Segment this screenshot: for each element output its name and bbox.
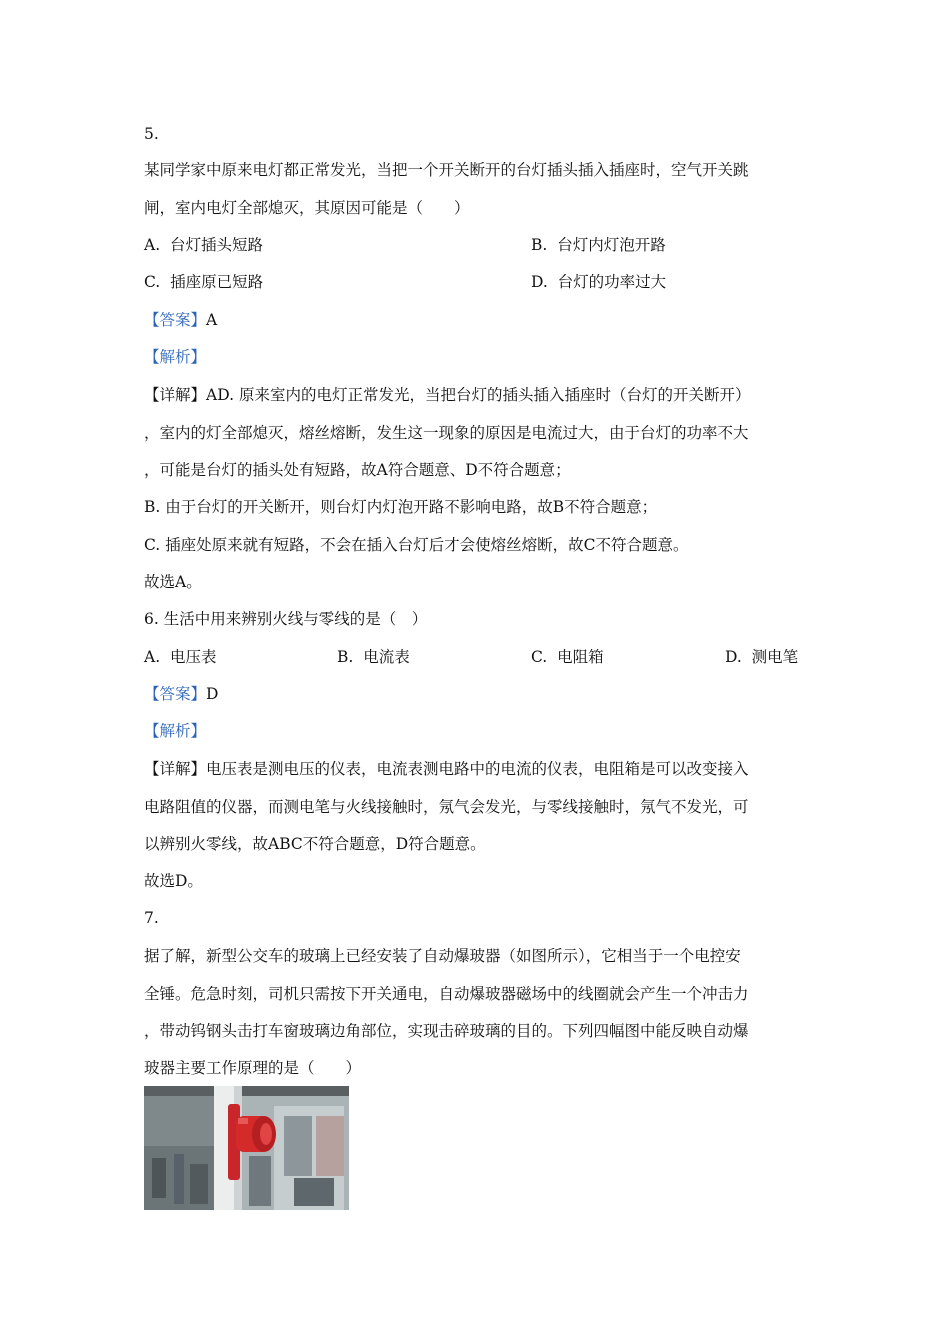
- q7-stem-line-2: 全锤。危急时刻，司机只需按下开关通电，自动爆玻器磁场中的线圈就会产生一个冲击力: [144, 985, 749, 1003]
- q6-detail-line-1: [144, 759, 749, 779]
- option-text: 电压表: [169, 648, 217, 666]
- q5-analysis-tag: 【解析】: [144, 348, 207, 366]
- option-text: 台灯内灯泡开路: [557, 236, 666, 254]
- q6-conclusion: 故选D。: [144, 872, 203, 890]
- detail-text: AD. 原来室内的电灯正常发光，当把台灯的插头插入插座时（台灯的开关断开）: [206, 386, 751, 404]
- q6-option-d: [725, 647, 798, 667]
- option-label: A.: [144, 236, 161, 254]
- option-label: C.: [144, 273, 161, 291]
- detail-text: 电压表是测电压的仪表，电流表测电路中的电流的仪表，电阻箱是可以改变接入: [206, 760, 749, 778]
- q5-option-c: [144, 272, 263, 292]
- glass-breaker-illustration: [144, 1086, 349, 1210]
- q5-stem-line-1: 某同学家中原来电灯都正常发光，当把一个开关断开的台灯插头插入插座时，空气开关跳: [144, 161, 749, 179]
- option-label: B.: [337, 648, 354, 666]
- option-text: 台灯的功率过大: [557, 273, 667, 291]
- answer-tag: 【答案】: [144, 685, 207, 703]
- detail-tag: 【详解】: [144, 386, 207, 404]
- detail-tag: 【详解】: [144, 760, 207, 778]
- q5-answer: [144, 310, 217, 330]
- option-label: C.: [531, 648, 548, 666]
- answer-tag: 【答案】: [144, 311, 207, 329]
- option-label: B.: [531, 236, 548, 254]
- q5-conclusion: 故选A。: [144, 573, 202, 591]
- q7-stem-line-3: ，带动钨钢头击打车窗玻璃边角部位，实现击碎玻璃的目的。下列四幅图中能反映自动爆: [144, 1022, 749, 1040]
- option-text: 电阻箱: [557, 648, 604, 666]
- answer-value: A: [206, 311, 218, 329]
- q6-detail-line-2: 电路阻值的仪器，而测电笔与火线接触时，氖气会发光，与零线接触时，氖气不发光，可: [144, 798, 749, 816]
- q5-option-d: [531, 272, 666, 292]
- q6-option-b: [337, 647, 410, 667]
- q5-option-a: [144, 235, 263, 255]
- q7-stem-line-1: 据了解，新型公交车的玻璃上已经安装了自动爆玻器（如图所示），它相当于一个电控安: [144, 947, 741, 965]
- q5-number: 5.: [144, 125, 159, 143]
- option-label: D.: [725, 648, 742, 666]
- option-text: 插座原已短路: [170, 273, 264, 291]
- option-text: 测电笔: [751, 648, 799, 666]
- q7-stem-line-4: 玻器主要工作原理的是（ ）: [144, 1059, 362, 1077]
- q6-option-c: [531, 647, 604, 667]
- q5-stem-line-2: 闸，室内电灯全部熄灭，其原因可能是（ ）: [144, 199, 470, 217]
- q6-analysis-tag: 【解析】: [144, 722, 207, 740]
- option-text: 电流表: [363, 648, 410, 666]
- q5-option-b: [531, 235, 666, 255]
- q5-detail-line-5: C. 插座处原来就有短路，不会在插入台灯后才会使熔丝熔断，故C不符合题意。: [144, 536, 689, 554]
- q7-number: 7.: [144, 909, 159, 927]
- option-label: D.: [531, 273, 548, 291]
- q5-detail-line-2: ，室内的灯全部熄灭，熔丝熔断，发生这一现象的原因是电流过大，由于台灯的功率不大: [144, 424, 749, 442]
- q6-stem: 6. 生活中用来辨别火线与零线的是（ ）: [144, 610, 428, 628]
- q5-detail-line-4: B. 由于台灯的开关断开，则台灯内灯泡开路不影响电路，故B不符合题意；: [144, 498, 658, 516]
- q5-detail-line-3: ，可能是台灯的插头处有短路，故A符合题意、D不符合题意；: [144, 461, 571, 479]
- auto-glass-breaker-photo: [144, 1086, 349, 1210]
- option-text: 台灯插头短路: [169, 236, 263, 254]
- q6-detail-line-3: 以辨别火零线，故ABC不符合题意，D符合题意。: [144, 835, 486, 853]
- q5-detail-line-1: [144, 385, 750, 405]
- q6-option-a: [144, 647, 217, 667]
- answer-value: D: [206, 685, 219, 703]
- q6-answer: [144, 684, 218, 704]
- option-label: A.: [144, 648, 161, 666]
